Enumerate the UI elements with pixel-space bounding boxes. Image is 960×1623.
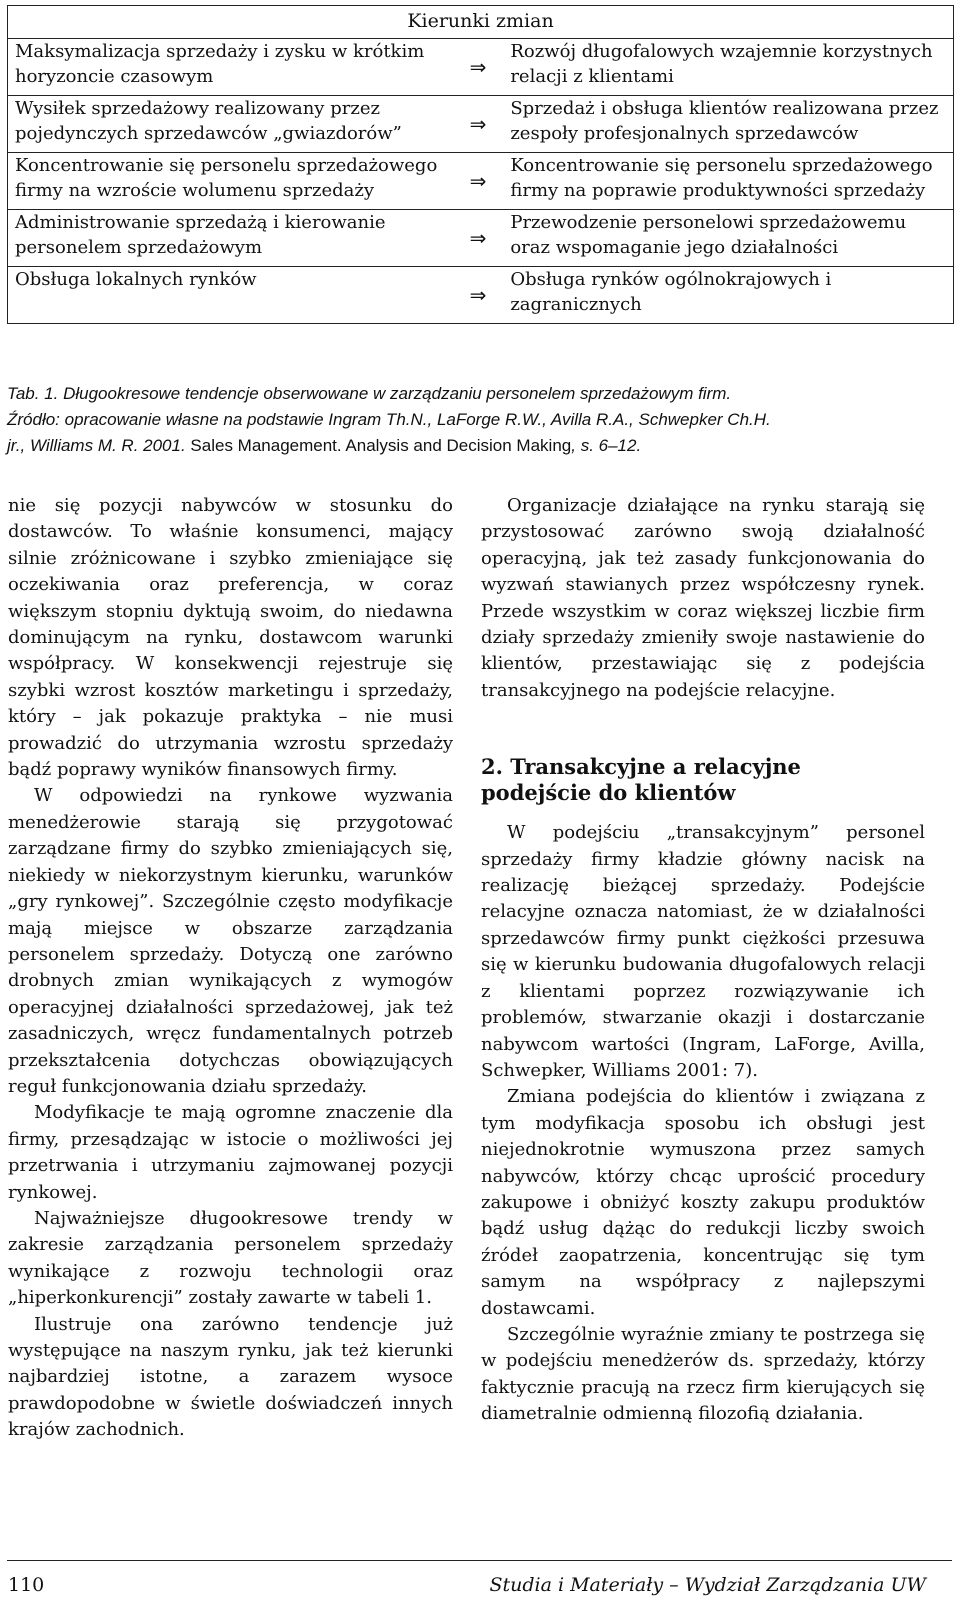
trend-to: Przewodzenie personelowi sprzedażowemu oraz wspomaganie jego działalności bbox=[503, 210, 953, 267]
paragraph: Najważniejsze długookresowe trendy w zakresie zarządzania personelem sprzedaży wynikające z rozwoju technologii oraz „hiperkonkurencji” zostały zawarte w tabeli 1. bbox=[8, 1207, 453, 1309]
trend-to: Koncentrowanie się personelu sprzedażowego firmy na poprawie produktywności sprzedaży bbox=[503, 153, 953, 210]
table-row bbox=[8, 153, 954, 210]
paragraph: Zmiana podejścia do klientów i związana z tym modyfikacja sposobu ich obsługi jest niejednokrotnie wymuszona przez samych nabywców, którzy chcąc uprościć procedury zakupowe i obniżyć koszty zakupu produktów bądź usług dążąc do redukcji liczby swoich źródeł zaopatrzenia, koncentrując się tym samym na współpracy z najlepszymi dostawcami. bbox=[481, 1086, 925, 1319]
implies-arrow-icon: ⇒ bbox=[453, 39, 504, 96]
caption-source: Źródło: opracowanie własne na podstawie Ingram Th.N., LaForge R.W., Avilla R.A., Schwepker Ch.H. bbox=[7, 410, 771, 429]
trends-table bbox=[7, 5, 954, 324]
caption-authors: jr., Williams M. R. 2001. bbox=[7, 436, 191, 455]
table-row bbox=[8, 210, 954, 267]
table-row bbox=[8, 267, 954, 324]
footer-divider bbox=[7, 1560, 952, 1561]
paragraph: Szczególnie wyraźnie zmiany te postrzega się w podejściu menedżerów ds. sprzedaży, którzy faktycznie pracują na rzecz firm kierujących się diametralnie odmienną filozofią działania. bbox=[481, 1323, 925, 1425]
section-heading-line2: podejście do klientów bbox=[481, 780, 736, 806]
trend-from: Administrowanie sprzedażą i kierowanie personelem sprzedażowym bbox=[8, 210, 453, 267]
caption-pages: , s. 6–12. bbox=[571, 436, 642, 455]
table-row bbox=[8, 39, 954, 96]
table-caption bbox=[7, 381, 952, 459]
journal-title: Studia i Materiały – Wydział Zarządzania UW bbox=[489, 1574, 926, 1596]
caption-source-cont bbox=[7, 433, 952, 459]
paragraph: Organizacje działające na rynku starają się przystosować zarówno swoją działalność operacyjną, jak też zasady funkcjonowania do wyzwań stawianych przez współczesny rynek. Przede wszystkim w coraz większej liczbie firm działy sprzedaży zmieniły swoje nastawienie do klientów, przestawiając się z podejścia transakcyjnego na podejście relacyjne. bbox=[481, 495, 925, 701]
page-number: 110 bbox=[8, 1574, 45, 1596]
paragraph: Ilustruje ona zarówno tendencje już występujące na naszym rynku, jak też kierunki najbardziej istotne, a zarazem wysoce prawdopodobne w świetle doświadczeń innych krajów zachodnich. bbox=[8, 1313, 453, 1441]
trend-to: Sprzedaż i obsługa klientów realizowana przez zespoły profesjonalnych sprzedawców bbox=[503, 96, 953, 153]
implies-arrow-icon: ⇒ bbox=[453, 210, 504, 267]
section-heading-line1: 2. Transakcyjne a relacyjne bbox=[481, 754, 801, 780]
caption-title: Tab. 1. Długookresowe tendencje obserwowane w zarządzaniu personelem sprzedażowym firm. bbox=[7, 384, 732, 403]
trend-to: Rozwój długofalowych wzajemnie korzystnych relacji z klientami bbox=[503, 39, 953, 96]
paragraph: W odpowiedzi na rynkowe wyzwania menedżerowie starają się przygotować zarządzane firmy do szybko zmieniających się, niekiedy w niekorzystnym kierunku, warunków „gry rynkowej”. Szczególnie często modyfikacje mają miejsce w obszarze zarządzania personelem sprzedaży. Dotyczą one zarówno drobnych zmian wynikających z wymogów operacyjnej działalności sprzedażowej, jak też zasadniczych, wręcz fundamentalnych potrzeb przekształcenia dotychczas obowiązujących reguł funkcjonowania działu sprzedaży. bbox=[8, 785, 453, 1097]
paragraph: nie się pozycji nabywców w stosunku do dostawców. To właśnie konsumenci, mający silnie zróżnicowane i szybko zmieniające się oczekiwania oraz preferencja, w coraz większym stopniu dyktują swoim, do niedawna dominującym na rynku, dostawcom warunki współpracy. W konsekwencji rejestruje się szybki wzrost kosztów marketingu i sprzedaży, który – jak pokazuje praktyka – nie musi prowadzić do utrzymania wzrostu sprzedaży bądź poprawy wyników finansowych firmy. bbox=[8, 495, 453, 781]
trend-from: Wysiłek sprzedażowy realizowany przez pojedynczych sprzedawców „gwiazdorów” bbox=[8, 96, 453, 153]
right-text-column bbox=[481, 493, 925, 1428]
caption-book-title: Sales Management. Analysis and Decision Making bbox=[190, 436, 572, 455]
left-text-column bbox=[8, 493, 453, 1444]
section-heading bbox=[481, 754, 925, 806]
trend-from: Obsługa lokalnych rynków bbox=[8, 267, 453, 324]
implies-arrow-icon: ⇒ bbox=[453, 153, 504, 210]
trend-from: Koncentrowanie się personelu sprzedażowego firmy na wzroście wolumenu sprzedaży bbox=[8, 153, 453, 210]
implies-arrow-icon: ⇒ bbox=[453, 96, 504, 153]
implies-arrow-icon: ⇒ bbox=[453, 267, 504, 324]
table-row bbox=[8, 96, 954, 153]
paragraph: W podejściu „transakcyjnym” personel sprzedaży firmy kładzie główny nacisk na realizację bieżącej sprzedaży. Podejście relacyjne oznacza natomiast, że w działalności sprzedawców firmy punkt ciężkości przesuwa się w kierunku budowania długofalowych relacji z klientami poprzez rozwiązywanie ich problemów, stwarzanie okazji i dostarczanie nabywcom wartości (Ingram, LaForge, Avilla, Schwepker, Williams 2001: 7). bbox=[481, 822, 925, 1081]
table-header: Kierunki zmian bbox=[8, 6, 954, 39]
trend-to: Obsługa rynków ogólnokrajowych i zagranicznych bbox=[503, 267, 953, 324]
trend-from: Maksymalizacja sprzedaży i zysku w krótkim horyzoncie czasowym bbox=[8, 39, 453, 96]
paragraph: Modyfikacje te mają ogromne znaczenie dla firmy, przesądzając w istocie o możliwości jej przetrwania i utrzymaniu zajmowanej pozycji rynkowej. bbox=[8, 1102, 453, 1203]
